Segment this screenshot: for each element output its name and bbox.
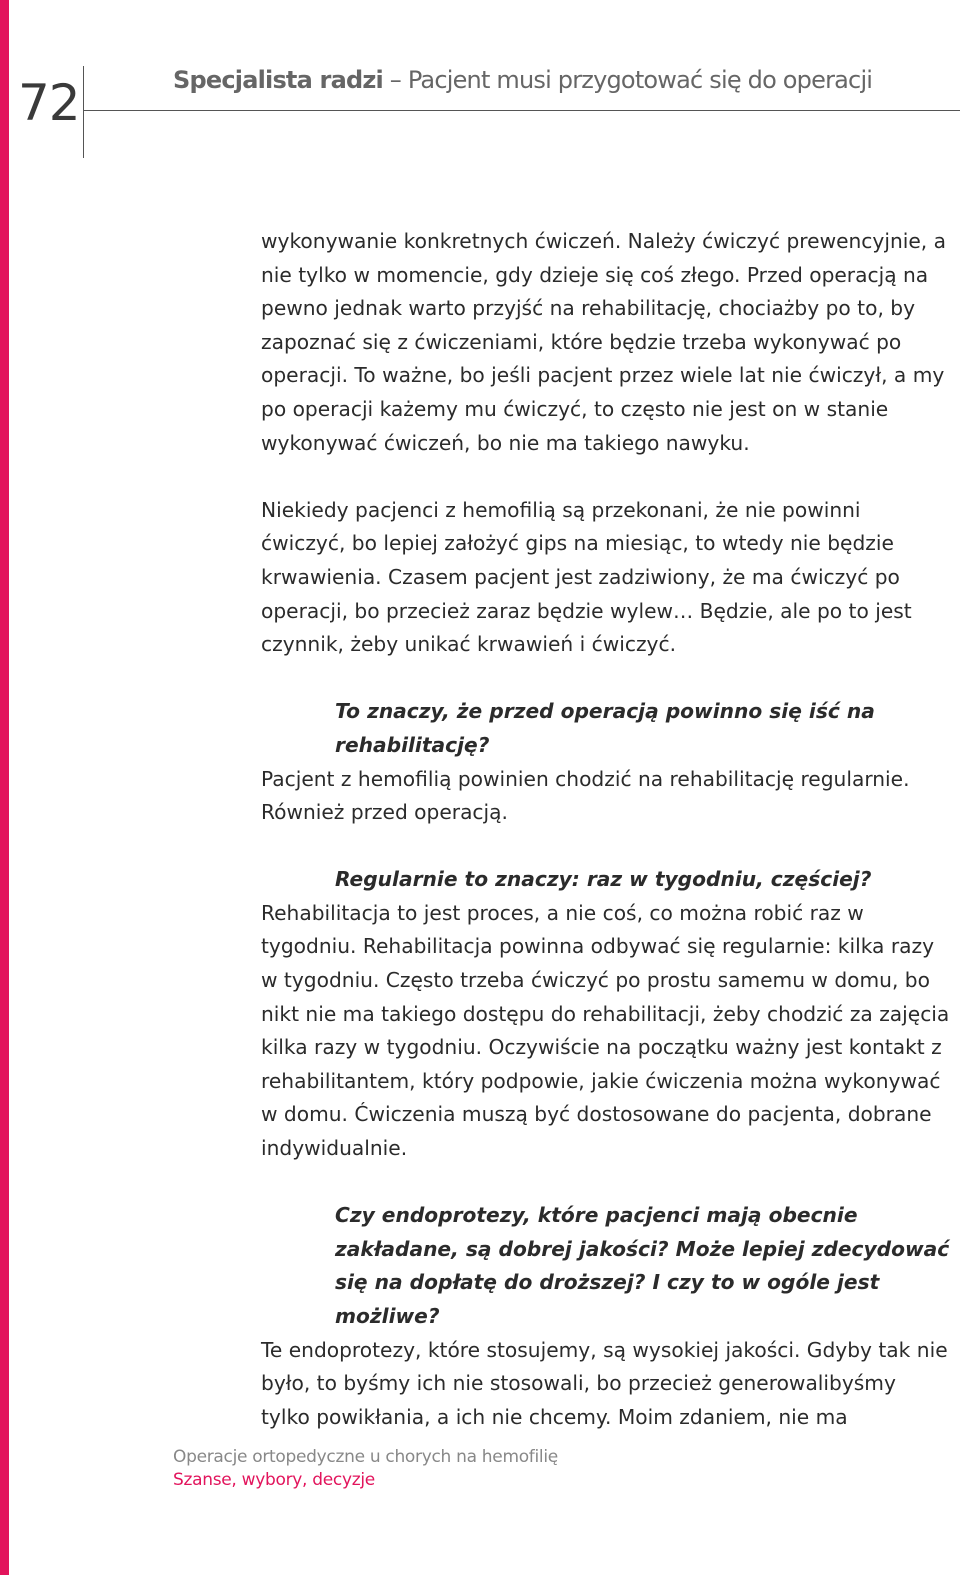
paragraph-gap xyxy=(261,662,951,696)
page-number: 72 xyxy=(18,74,80,132)
paragraph-2: Niekiedy pacjenci z hemofilią są przekonani, że nie powinni ćwiczyć, bo lepiej założyć gips na miesiąc, to wtedy nie będzie krwawienia. Czasem pacjent jest zadziwiony, że ma ćwiczyć po operacji, bo przecież zaraz będzie wylew… Będzie, ale po to jest czynnik, żeby unikać krwawień i ćwiczyć. xyxy=(261,497,912,657)
footer-publication-title: Operacje ortopedyczne u chorych na hemofilię xyxy=(173,1447,558,1467)
paragraph-gap xyxy=(261,1166,951,1200)
running-header xyxy=(173,66,872,94)
header-vertical-divider xyxy=(83,66,84,158)
header-horizontal-divider xyxy=(83,110,960,111)
page-footer xyxy=(173,1446,558,1492)
paragraph-gap xyxy=(261,830,951,864)
footer-publication-subtitle: Szanse, wybory, decyzje xyxy=(173,1470,375,1490)
interview-answer-1: Pacjent z hemofilią powinien chodzić na rehabilitację regularnie. Również przed operacją. xyxy=(261,766,910,825)
interview-answer-3: Te endoprotezy, które stosujemy, są wysokiej jakości. Gdyby tak nie było, to byśmy ich nie stosowali, bo przecież generowalibyśmy tylko powikłania, a ich nie chcemy. Moim zdaniem, nie ma xyxy=(261,1337,948,1429)
paragraph-1: wykonywanie konkretnych ćwiczeń. Należy ćwiczyć prewencyjnie, a nie tylko w momencie, gdy dzieje się coś złego. Przed operacją na pewno jednak warto przyjść na rehabilitację, chociażby po to, by zapoznać się z ćwiczeniami, które będzie trzeba wykonywać po operacji. To ważne, bo jeśli pacjent przez wiele lat nie ćwiczył, a my po operacji każemy mu ćwiczyć, to często nie jest on w stanie wykonywać ćwiczeń, bo nie ma takiego nawyku. xyxy=(261,229,946,455)
header-subtitle: – Pacjent musi przygotować się do operacji xyxy=(382,66,873,94)
interview-question-3: Czy endoprotezy, które pacjenci mają obecnie zakładane, są dobrej jakości? Może lepiej zdecydować się na dopłatę do droższej? I czy to w ogóle jest możliwe? xyxy=(335,1203,950,1328)
accent-sidebar-bar xyxy=(0,0,9,1575)
interview-question-1: To znaczy, że przed operacją powinno się iść na rehabilitację? xyxy=(335,699,875,757)
article-body xyxy=(261,225,951,1434)
paragraph-gap xyxy=(261,460,951,494)
interview-question-2: Regularnie to znaczy: raz w tygodniu, częściej? xyxy=(335,867,872,892)
header-section: Specjalista radzi xyxy=(173,66,383,94)
interview-answer-2: Rehabilitacja to jest proces, a nie coś, co można robić raz w tygodniu. Rehabilitacja powinna odbywać się regularnie: kilka razy w tygodniu. Często trzeba ćwiczyć po prostu samemu w domu, bo nikt nie ma takiego dostępu do rehabilitacji, żeby chodzić za zajęcia kilka razy w tygodniu. Oczywiście na początku ważny jest kontakt z rehabilitantem, który podpowie, jakie ćwiczenia można wykonywać w domu. Ćwiczenia muszą być dostosowane do pacjenta, dobrane indywidualnie. xyxy=(261,900,950,1161)
